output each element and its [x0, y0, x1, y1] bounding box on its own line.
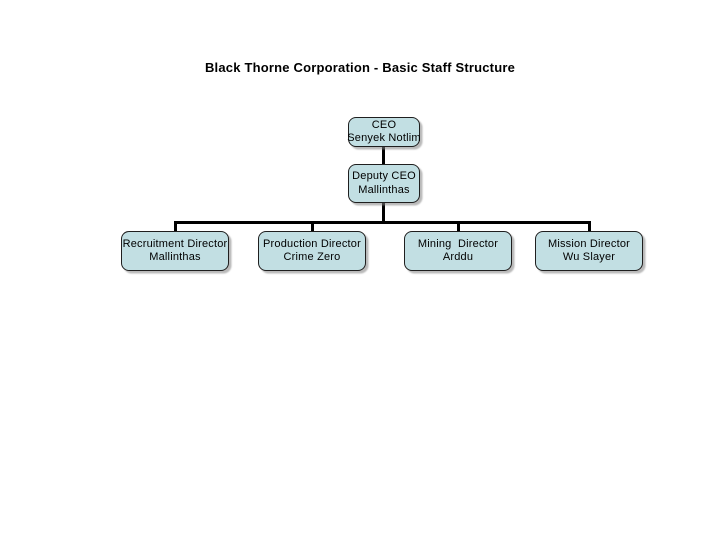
org-node-production-director-name: Crime Zero [283, 251, 341, 263]
org-node-recruitment-director-role: Recruitment Director [122, 237, 228, 250]
org-node-ceo [348, 117, 420, 147]
org-node-deputy-ceo-role: Deputy CEO [352, 170, 416, 182]
connector-drop-recruitment [174, 221, 177, 231]
org-node-mining-director [404, 231, 512, 271]
org-node-ceo-role: CEO [371, 118, 397, 131]
connector-ceo-deputy [382, 146, 385, 164]
org-node-production-director [258, 231, 366, 271]
connector-horizontal-rail [174, 221, 591, 224]
org-node-recruitment-director [121, 231, 229, 271]
org-node-mission-director [535, 231, 643, 271]
connector-drop-mission [588, 221, 591, 231]
org-node-mission-director-role: Mission Director [547, 237, 631, 250]
connector-drop-mining [457, 221, 460, 231]
connector-drop-production [311, 221, 314, 231]
org-node-recruitment-director-name: Mallinthas [149, 251, 201, 263]
chart-title: Black Thorne Corporation - Basic Staff Structure [204, 60, 516, 75]
connector-deputy-stem [382, 202, 385, 223]
org-node-mining-director-name: Arddu [442, 251, 474, 263]
org-node-deputy-ceo [348, 164, 420, 203]
org-node-ceo-name: Senyek Notlim [347, 132, 421, 144]
org-node-mission-director-name: Wu Slayer [562, 251, 616, 263]
org-node-mining-director-role: Mining Director [417, 237, 499, 250]
org-node-deputy-ceo-name: Mallinthas [358, 183, 410, 196]
org-node-production-director-role: Production Director [263, 237, 361, 250]
